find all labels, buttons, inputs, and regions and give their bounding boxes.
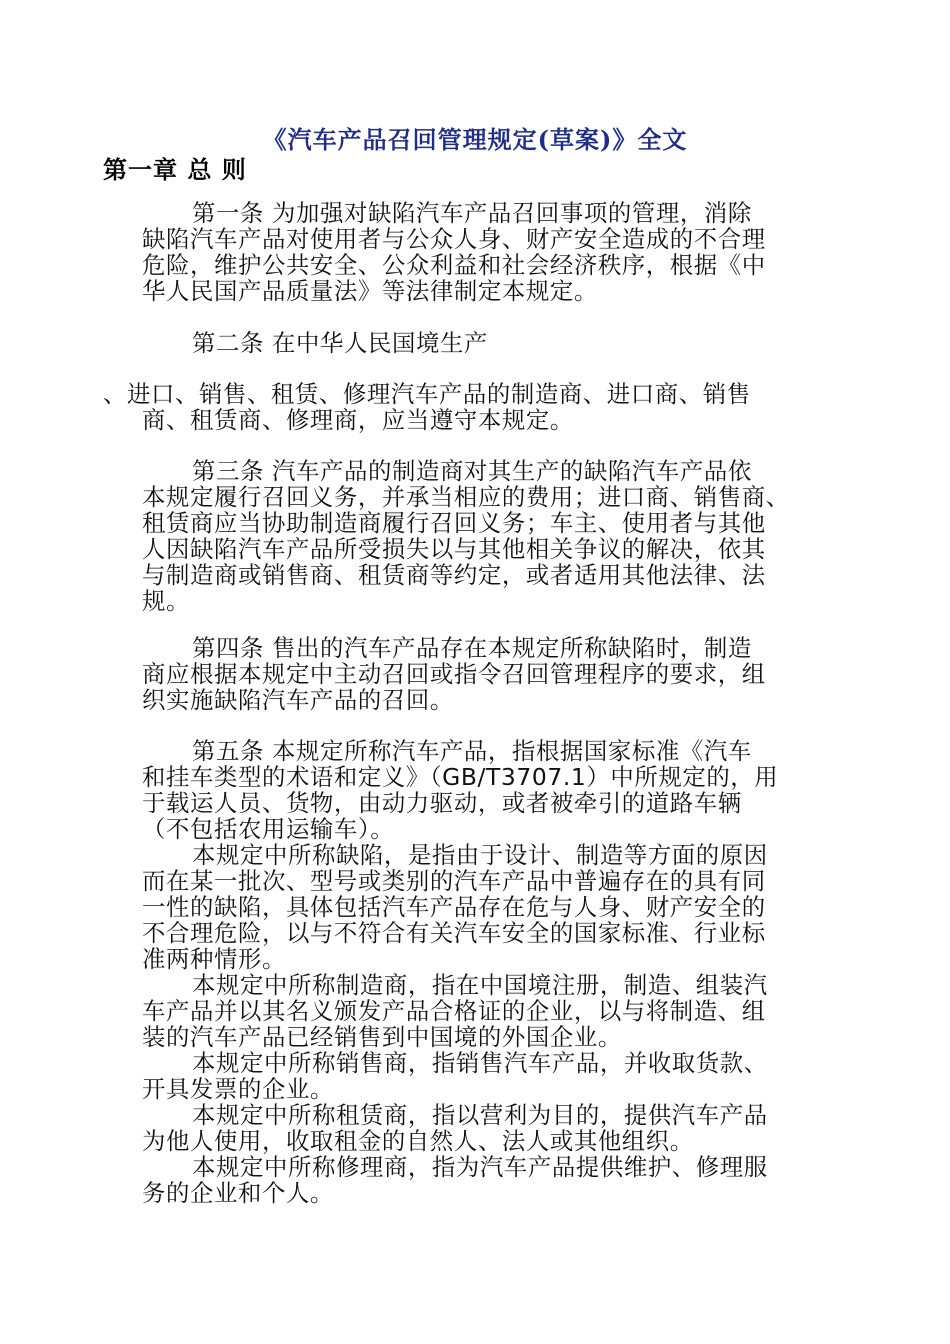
article-block: [103, 380, 812, 434]
text-line: 本规定中所称缺陷，是指由于设计、制造等方面的原因: [192, 841, 768, 869]
text-line: 华人民国产品质量法》等法律制定本规定。: [142, 277, 598, 305]
text-line: 第五条 本规定所称汽车产品，指根据国家标准《汽车: [192, 737, 752, 765]
text-line: 本规定中所称修理商，指为汽车产品提供维护、修理服: [192, 1153, 768, 1181]
article-block: [142, 738, 812, 1206]
text-line: 与制造商或销售商、租赁商等约定，或者适用其他法律、法: [142, 561, 766, 589]
article-block: [142, 330, 812, 356]
text-line: 和挂车类型的术语和定义》（GB/T3707.1）中所规定的，用: [142, 763, 779, 791]
text-line: 危险，维护公共安全、公众利益和社会经济秩序，根据《中: [142, 251, 766, 279]
text-line: 人因缺陷汽车产品所受损失以与其他相关争议的解决，依其: [142, 535, 766, 563]
text-line: 本规定履行召回义务，并承当相应的费用；进口商、销售商、: [142, 483, 790, 511]
text-line: 为他人使用，收取租金的自然人、法人或其他组织。: [142, 1127, 694, 1155]
text-line: 第四条 售出的汽车产品存在本规定所称缺陷时，制造: [192, 634, 752, 662]
text-line: 本规定中所称销售商，指销售汽车产品，并收取货款、: [192, 1049, 768, 1077]
article-block: [142, 458, 812, 614]
text-line: 不合理危险，以与不符合有关汽车安全的国家标准、行业标: [142, 919, 766, 947]
text-line: 规。: [142, 587, 190, 615]
text-line: 车产品并以其名义颁发产品合格证的企业，以与将制造、组: [142, 997, 766, 1025]
text-line: 本规定中所称制造商，指在中国境注册，制造、组装汽: [192, 971, 768, 999]
text-line: 租赁商应当协助制造商履行召回义务；车主、使用者与其他: [142, 509, 766, 537]
text-line: （不包括农用运输车）。: [142, 815, 395, 843]
text-line: 务的企业和个人。: [142, 1179, 334, 1207]
text-line: 装的汽车产品已经销售到中国境的外国企业。: [142, 1023, 622, 1051]
text-line: 缺陷汽车产品对使用者与公众人身、财产安全造成的不合理: [142, 225, 766, 253]
text-line: 于载运人员、货物，由动力驱动，或者被牵引的道路车辆: [142, 789, 742, 817]
article-block: [142, 200, 812, 304]
text-line: 商、租赁商、修理商，应当遵守本规定。: [142, 406, 574, 434]
text-line: 准两种情形。: [142, 945, 286, 973]
text-line: 第三条 汽车产品的制造商对其生产的缺陷汽车产品依: [192, 457, 752, 485]
text-line: 织实施缺陷汽车产品的召回。: [142, 686, 454, 714]
text-line: 一性的缺陷，具体包括汽车产品存在危与人身、财产安全的: [142, 893, 766, 921]
text-line: 开具发票的企业。: [142, 1075, 334, 1103]
text-line: 、进口、销售、租赁、修理汽车产品的制造商、进口商、销售: [103, 380, 751, 408]
chapter-heading: 第一章 总 则: [103, 156, 247, 184]
text-line: 第一条 为加强对缺陷汽车产品召回事项的管理，消除: [192, 199, 752, 227]
text-line: 而在某一批次、型号或类别的汽车产品中普遍存在的具有同: [142, 867, 766, 895]
article-block: [142, 635, 812, 713]
text-line: 本规定中所称租赁商，指以营利为目的，提供汽车产品: [192, 1101, 768, 1129]
text-line: 商应根据本规定中主动召回或指令召回管理程序的要求，组: [142, 660, 766, 688]
text-line: 第二条 在中华人民国境生产: [192, 329, 488, 357]
document-title: 《汽车产品召回管理规定(草案)》全文: [262, 125, 688, 154]
